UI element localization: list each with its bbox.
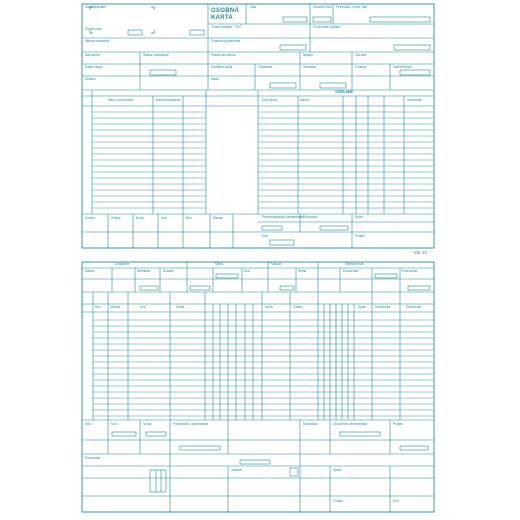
label-year-top: Rok bbox=[186, 216, 192, 220]
col-sum: Suma bbox=[176, 305, 185, 309]
label-birthplace: Miesto narodenia bbox=[85, 39, 110, 43]
col-year: Rok bbox=[95, 305, 101, 309]
label-signature-top: Podpis bbox=[355, 234, 365, 238]
col-total: Spolu bbox=[358, 305, 367, 309]
label-function-bottom: Funkcia bbox=[270, 262, 282, 266]
label-wage: Mzda bbox=[211, 77, 219, 81]
label-member-birthdate: Dátum narodenia bbox=[156, 98, 181, 102]
label-date-b1: Dátum bbox=[85, 269, 95, 273]
title-line-2: KARTA bbox=[211, 14, 234, 21]
label-department-b: Stredisko bbox=[137, 269, 151, 273]
label-footer-date2: Dňa bbox=[393, 499, 399, 503]
label-pension: Dôchodok bbox=[303, 215, 318, 219]
label-nationality: Národnosť bbox=[85, 53, 101, 57]
label-health-insurance: Zdravotná poisťovňa bbox=[211, 39, 241, 43]
label-function: Funkcia bbox=[355, 65, 367, 69]
label-previous-job: Predchádzajúce zamestnanie bbox=[262, 215, 304, 219]
label-address: Trvalé bydlisko - PSČ bbox=[211, 25, 242, 29]
label-contract: Pracovná zmluva bbox=[211, 53, 236, 57]
title-line-1: OSOBNÁ bbox=[211, 8, 240, 14]
label-footer-code: Kód bbox=[111, 422, 117, 426]
label-workload-b: Úväzok bbox=[163, 269, 174, 273]
label-school-type: Druh školy bbox=[262, 98, 278, 102]
label-classification: Zaradenie bbox=[258, 65, 273, 69]
label-wage-bottom: Mzda bbox=[215, 262, 223, 266]
label-citizenship: Štátna príslušnosť bbox=[143, 53, 169, 57]
label-deductions: Zrážky bbox=[111, 216, 121, 220]
label-surname: Priezvisko, meno, titul bbox=[336, 5, 368, 9]
label-school-date: Dátum bbox=[300, 98, 310, 102]
label-birth-number: Rodné číslo bbox=[85, 27, 102, 31]
label-status: Stav bbox=[250, 5, 257, 9]
form-title bbox=[211, 8, 239, 21]
label-other-data: Ďalšie údaje bbox=[85, 65, 103, 69]
label-note-b: Poznámka bbox=[402, 269, 418, 273]
label-period: Doba bbox=[136, 216, 144, 220]
label-footer-total: Spolu bbox=[333, 468, 342, 472]
col-code: Kód bbox=[140, 305, 146, 309]
label-footer-sign2: Podpis bbox=[333, 499, 343, 503]
label-employer: Zamestnávateľ bbox=[85, 5, 107, 9]
label-total-top: Spolu bbox=[355, 215, 364, 219]
label-footer-pension: Dôchodok bbox=[303, 422, 318, 426]
label-tariff-bottom: Tarifná trieda bbox=[345, 262, 364, 266]
label-temp-address: Prechodné bydlisko bbox=[313, 25, 341, 29]
form-code: MZ 13 bbox=[414, 250, 427, 255]
label-personal-number: Osobné číslo bbox=[313, 5, 332, 9]
label-date-top: Dňa bbox=[262, 234, 268, 238]
label-tariff: Tarifná trieda bbox=[393, 65, 412, 69]
label-footer-sum: Suma bbox=[143, 422, 152, 426]
label-education: VZDELANIE bbox=[335, 90, 354, 94]
label-footer-signature: Podpis bbox=[393, 422, 403, 426]
label-member-name: Meno a priezvisko bbox=[108, 98, 134, 102]
col-period: Doba bbox=[265, 305, 273, 309]
col-vacation: Dovolenka bbox=[375, 305, 391, 309]
label-classification-bottom: Zaradenie bbox=[115, 262, 130, 266]
label-vacation-b: Dovolenka bbox=[343, 269, 359, 273]
label-footer-termination: Ukončenie zamestnania bbox=[333, 422, 368, 426]
label-workload: Úväzok bbox=[85, 77, 96, 81]
label-month-top: Mesiac bbox=[213, 216, 224, 220]
label-code-b1: Kód bbox=[244, 269, 250, 273]
label-footer-note: Poznámka bbox=[85, 456, 101, 460]
col-deductions: Zrážky bbox=[293, 305, 303, 309]
label-leave: Odchod bbox=[355, 53, 367, 57]
label-special-data: Osobitné údaje bbox=[211, 65, 233, 69]
label-code-top: Kód bbox=[161, 216, 167, 220]
label-start: Nástup bbox=[303, 53, 314, 57]
label-footer-issued: Vystavil bbox=[231, 468, 242, 472]
col-note: Poznámka bbox=[406, 305, 422, 309]
label-footer-date: Dňa bbox=[85, 422, 91, 426]
label-school-end: Ukončenie bbox=[407, 98, 423, 102]
label-department: Stredisko bbox=[303, 65, 317, 69]
label-changes: Zmena bbox=[85, 216, 95, 220]
label-footer-confirmation: Potvrdenie o zamestnaní bbox=[173, 422, 209, 426]
label-sum-b1: Suma bbox=[298, 269, 307, 273]
col-month: Mesiac bbox=[110, 305, 121, 309]
